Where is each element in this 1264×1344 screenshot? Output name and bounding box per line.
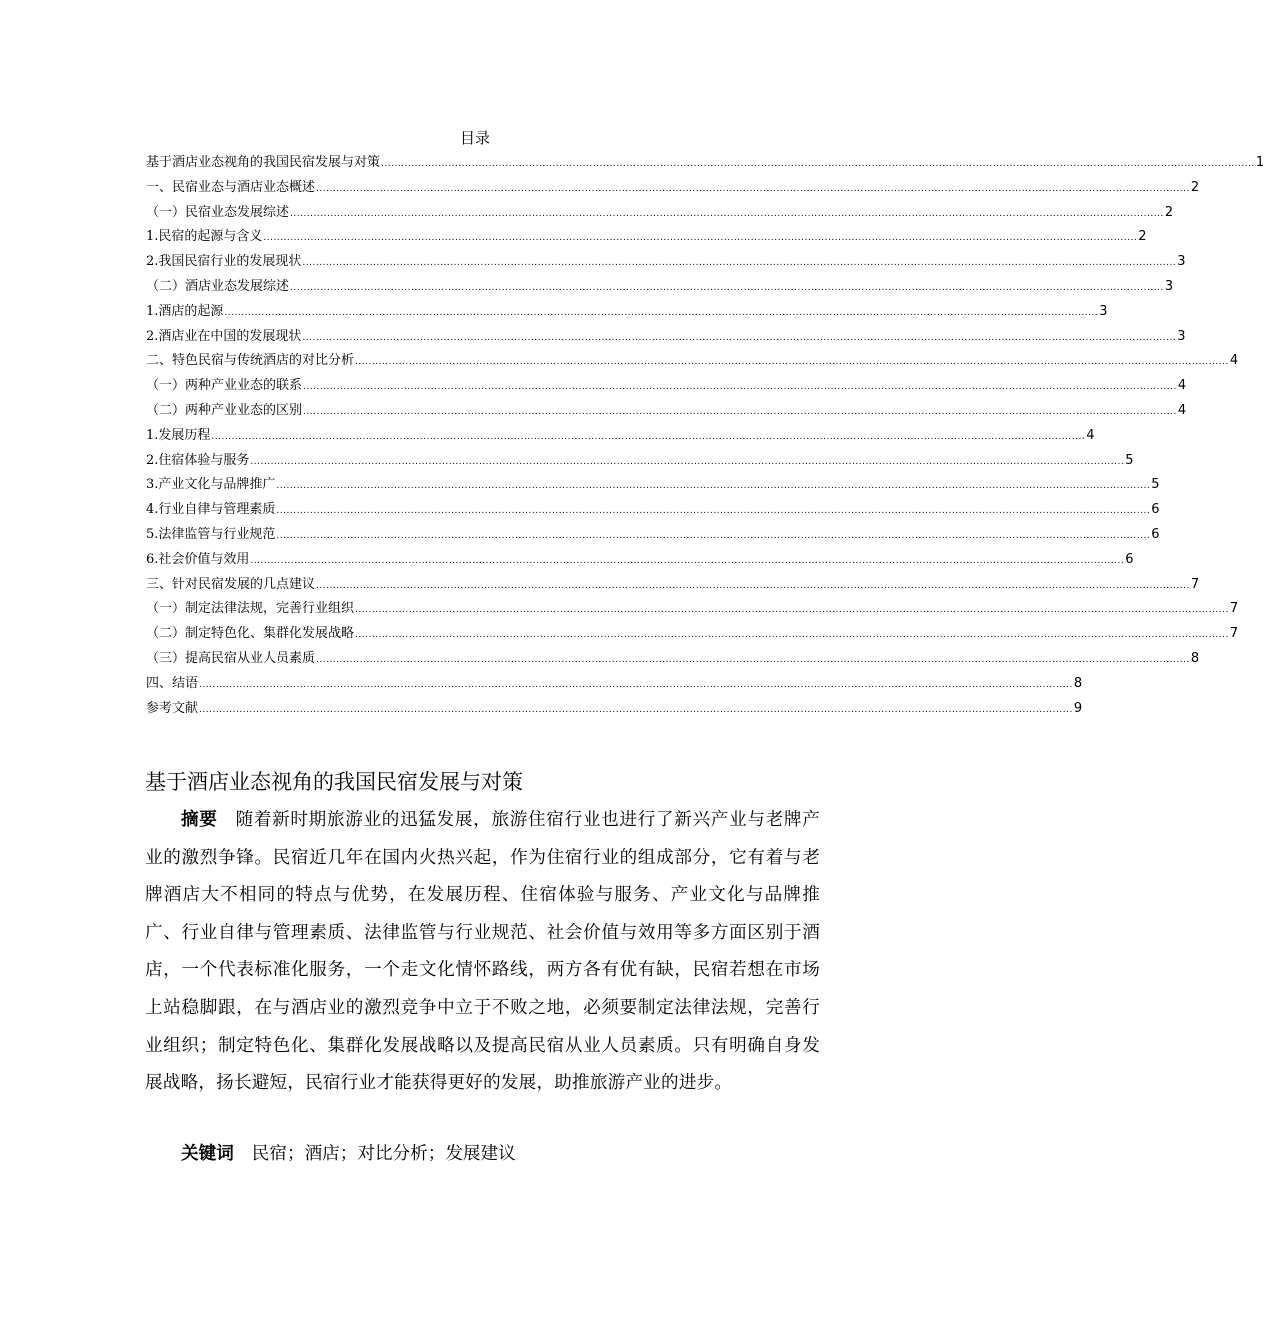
toc-entry-page: 2 <box>1138 229 1147 245</box>
toc-entry-label: 1.酒店的起源 <box>146 303 224 319</box>
toc-entry-page: 8 <box>1190 650 1200 666</box>
toc-entry[interactable] <box>146 151 1264 176</box>
toc-leader-dots: .................................................................................................................................................................................................................................................................... <box>355 605 1229 616</box>
toc-entry[interactable] <box>146 597 1239 622</box>
toc-entry-page: 7 <box>1190 576 1200 592</box>
toc-leader-dots: .................................................................................................................................................................................................................................................................... <box>199 679 1073 690</box>
toc-leader-dots: .................................................................................................................................................................................................................................................................... <box>303 406 1177 417</box>
toc-leader-dots: .................................................................................................................................................................................................................................................................... <box>276 506 1151 517</box>
toc-entry-page: 3 <box>1099 303 1108 319</box>
toc-entry-label: （一）两种产业业态的联系 <box>146 378 303 394</box>
toc-entry-page: 3 <box>1164 278 1174 294</box>
toc-entry[interactable] <box>146 201 1174 226</box>
toc-leader-dots: .................................................................................................................................................................................................................................................................... <box>381 159 1255 169</box>
toc-leader-dots: .................................................................................................................................................................................................................................................................... <box>290 282 1164 293</box>
toc-leader-dots: .................................................................................................................................................................................................................................................................... <box>224 307 1099 318</box>
toc-entry-page: 6 <box>1151 526 1160 542</box>
keywords-text: 民宿；酒店；对比分析；发展建议 <box>251 1144 516 1164</box>
toc-entry-page: 6 <box>1125 551 1134 567</box>
toc-entry-page: 7 <box>1229 626 1239 642</box>
toc-entry-label: 1.发展历程 <box>146 427 211 443</box>
toc-leader-dots: .................................................................................................................................................................................................................................................................... <box>316 580 1190 591</box>
abstract-paragraph <box>145 802 820 1103</box>
toc-leader-dots: .................................................................................................................................................................................................................................................................... <box>302 332 1177 343</box>
toc-leader-dots: .................................................................................................................................................................................................................................................................... <box>276 530 1151 541</box>
toc-entry-label: 2.我国民宿行业的发展现状 <box>146 254 302 270</box>
toc-entry-page: 5 <box>1125 452 1134 468</box>
toc-entry-page: 2 <box>1164 204 1174 220</box>
toc-entry[interactable] <box>146 349 1239 374</box>
toc-entry[interactable] <box>146 250 1186 275</box>
toc-entry-page: 2 <box>1190 179 1200 195</box>
toc-leader-dots: .................................................................................................................................................................................................................................................................... <box>355 357 1229 368</box>
toc-title: 目录 <box>459 129 490 147</box>
toc-leader-dots: .................................................................................................................................................................................................................................................................... <box>302 258 1177 269</box>
keywords-line <box>181 1136 516 1174</box>
toc-entry[interactable] <box>146 374 1187 399</box>
toc-entry-label: （二）酒店业态发展综述 <box>146 278 290 294</box>
toc-entry[interactable] <box>146 573 1200 598</box>
toc-entry-label: 3.产业文化与品牌推广 <box>146 477 276 493</box>
toc-leader-dots: .................................................................................................................................................................................................................................................................... <box>355 630 1229 641</box>
toc-entry-label: 5.法律监管与行业规范 <box>146 526 276 542</box>
abstract-text: 随着新时期旅游业的迅猛发展，旅游住宿行业也进行了新兴产业与老牌产业的激烈争锋。民宿近几年在国内火热兴起，作为住宿行业的组成部分，它有着与老牌酒店大不相同的特点与优势，在发展历程、住宿体验与服务、产业文化与品牌推广、行业自律与管理素质、法律监管与行业规范、社会价值与效用等多方面区别于酒店，一个代表标准化服务，一个走文化情怀路线，两方各有优有缺，民宿若想在市场上站稳脚跟，在与酒店业的激烈竞争中立于不败之地，必须要制定法律法规，完善行业组织；制定特色化、集群化发展战略以及提高民宿从业人员素质。只有明确自身发展战略，扬长避短，民宿行业才能获得更好的发展，助推旅游产业的进步。 <box>145 810 820 1094</box>
toc-entry-page: 1 <box>1255 155 1264 170</box>
toc-entry[interactable] <box>146 523 1160 548</box>
toc-leader-dots: .................................................................................................................................................................................................................................................................... <box>276 481 1151 492</box>
toc-entry-label: 一、民宿业态与酒店业态概述 <box>146 179 316 195</box>
toc-entry-label: 6.社会价值与效用 <box>146 551 250 567</box>
toc-entry-label: 四、结语 <box>146 675 199 691</box>
toc-leader-dots: .................................................................................................................................................................................................................................................................... <box>211 431 1086 442</box>
document-title: 基于酒店业态视角的我国民宿发展与对策 <box>145 770 523 794</box>
toc-leader-dots: .................................................................................................................................................................................................................................................................... <box>316 183 1190 194</box>
toc-entry-label: （一）制定法律法规，完善行业组织 <box>146 601 355 617</box>
toc-entry-label: 4.行业自律与管理素质 <box>146 502 276 518</box>
table-of-contents <box>146 151 1264 721</box>
toc-entry[interactable] <box>146 697 1083 722</box>
toc-entry-label: 基于酒店业态视角的我国民宿发展与对策 <box>146 155 381 170</box>
toc-entry[interactable] <box>146 622 1239 647</box>
toc-entry-label: 三、针对民宿发展的几点建议 <box>146 576 316 592</box>
toc-entry-page: 4 <box>1229 353 1239 369</box>
toc-entry-label: （二）两种产业业态的区别 <box>146 402 303 418</box>
toc-entry[interactable] <box>146 647 1200 672</box>
toc-entry-page: 5 <box>1151 477 1160 493</box>
toc-entry[interactable] <box>146 424 1095 449</box>
toc-entry-label: （一）民宿业态发展综述 <box>146 204 290 220</box>
toc-entry-page: 4 <box>1177 402 1187 418</box>
toc-entry[interactable] <box>146 548 1134 573</box>
toc-entry-page: 8 <box>1073 675 1083 691</box>
toc-entry-page: 7 <box>1229 601 1239 617</box>
toc-entry[interactable] <box>146 176 1200 201</box>
toc-leader-dots: .................................................................................................................................................................................................................................................................... <box>316 654 1190 665</box>
toc-entry-page: 4 <box>1177 378 1187 394</box>
toc-entry[interactable] <box>146 399 1187 424</box>
toc-leader-dots: .................................................................................................................................................................................................................................................................... <box>290 208 1164 219</box>
toc-entry-page: 9 <box>1073 700 1083 716</box>
toc-entry[interactable] <box>146 325 1186 350</box>
toc-entry-page: 3 <box>1177 254 1186 270</box>
keywords-label: 关键词 <box>181 1144 234 1164</box>
toc-entry-label: 二、特色民宿与传统酒店的对比分析 <box>146 353 355 369</box>
toc-entry-page: 4 <box>1086 427 1095 443</box>
abstract-label: 摘要 <box>181 810 218 830</box>
toc-entry-page: 6 <box>1151 502 1160 518</box>
toc-entry[interactable] <box>146 449 1134 474</box>
toc-entry[interactable] <box>146 300 1108 325</box>
toc-entry-label: 2.酒店业在中国的发展现状 <box>146 328 302 344</box>
toc-entry-page: 3 <box>1177 328 1186 344</box>
toc-entry-label: （二）制定特色化、集群化发展战略 <box>146 626 355 642</box>
toc-leader-dots: .................................................................................................................................................................................................................................................................... <box>250 555 1125 566</box>
toc-entry[interactable] <box>146 498 1160 523</box>
toc-leader-dots: .................................................................................................................................................................................................................................................................... <box>250 456 1125 467</box>
toc-leader-dots: .................................................................................................................................................................................................................................................................... <box>303 382 1177 393</box>
toc-entry[interactable] <box>146 275 1174 300</box>
toc-entry[interactable] <box>146 473 1160 498</box>
toc-leader-dots: .................................................................................................................................................................................................................................................................... <box>263 233 1138 244</box>
toc-entry[interactable] <box>146 225 1147 250</box>
toc-entry-label: 1.民宿的起源与含义 <box>146 229 263 245</box>
toc-entry-label: （三）提高民宿从业人员素质 <box>146 650 316 666</box>
toc-entry[interactable] <box>146 672 1083 697</box>
toc-leader-dots: .................................................................................................................................................................................................................................................................... <box>199 704 1073 715</box>
toc-entry-label: 参考文献 <box>146 700 199 716</box>
toc-entry-label: 2.住宿体验与服务 <box>146 452 250 468</box>
